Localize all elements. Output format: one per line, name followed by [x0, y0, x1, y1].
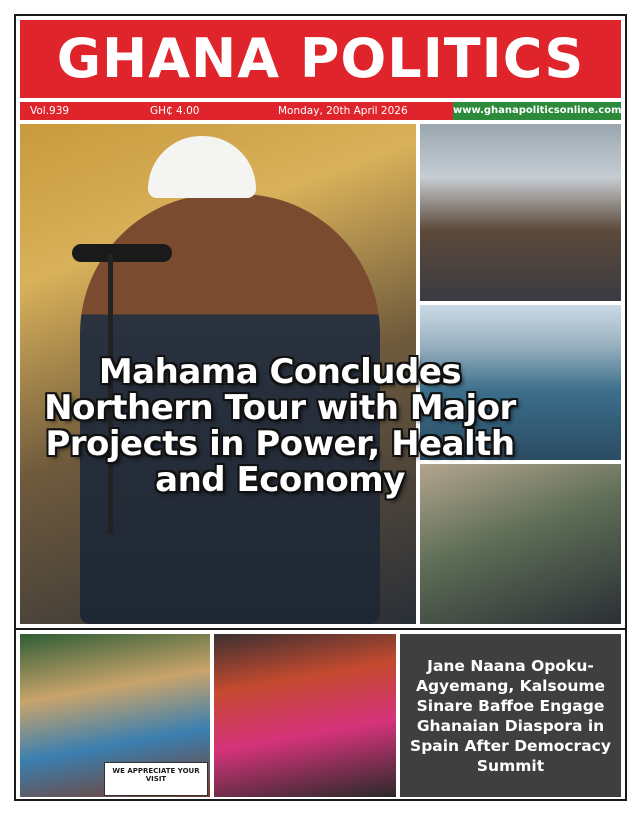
- welcome-sign: WE APPRECIATE YOUR VISIT: [104, 762, 208, 796]
- volume-number: Vol.939: [30, 105, 70, 117]
- lead-story-headline[interactable]: Mahama Concludes Northern Tour with Major Projects in Power, Health and Economy: [44, 352, 516, 500]
- cover-price: GH₵ 4.00: [150, 105, 200, 117]
- second-story-headline: Jane Naana Opoku-Agyemang, Kalsoume Sinare Baffoe Engage Ghanaian Diaspora in Spain After Democracy Summit: [410, 656, 611, 775]
- masthead-title: GHANA POLITICS: [56, 27, 585, 90]
- section-divider: [16, 628, 625, 630]
- second-story-box[interactable]: [400, 634, 621, 797]
- website-link[interactable]: www.ghanapoliticsonline.com: [453, 102, 621, 120]
- newspaper-cover: [14, 14, 627, 801]
- microphone-icon: [72, 244, 172, 262]
- event-gathering-photo[interactable]: [420, 124, 621, 301]
- diaspora-group-photo[interactable]: [20, 634, 210, 797]
- issue-date: Monday, 20th April 2026: [278, 105, 408, 117]
- event-gathering-image: [420, 124, 621, 301]
- hard-hat: [148, 136, 256, 198]
- speaker-podium-photo[interactable]: [214, 634, 396, 797]
- speaker-podium-image: [214, 634, 396, 797]
- masthead: [20, 20, 621, 98]
- issue-info-bar: [20, 100, 621, 120]
